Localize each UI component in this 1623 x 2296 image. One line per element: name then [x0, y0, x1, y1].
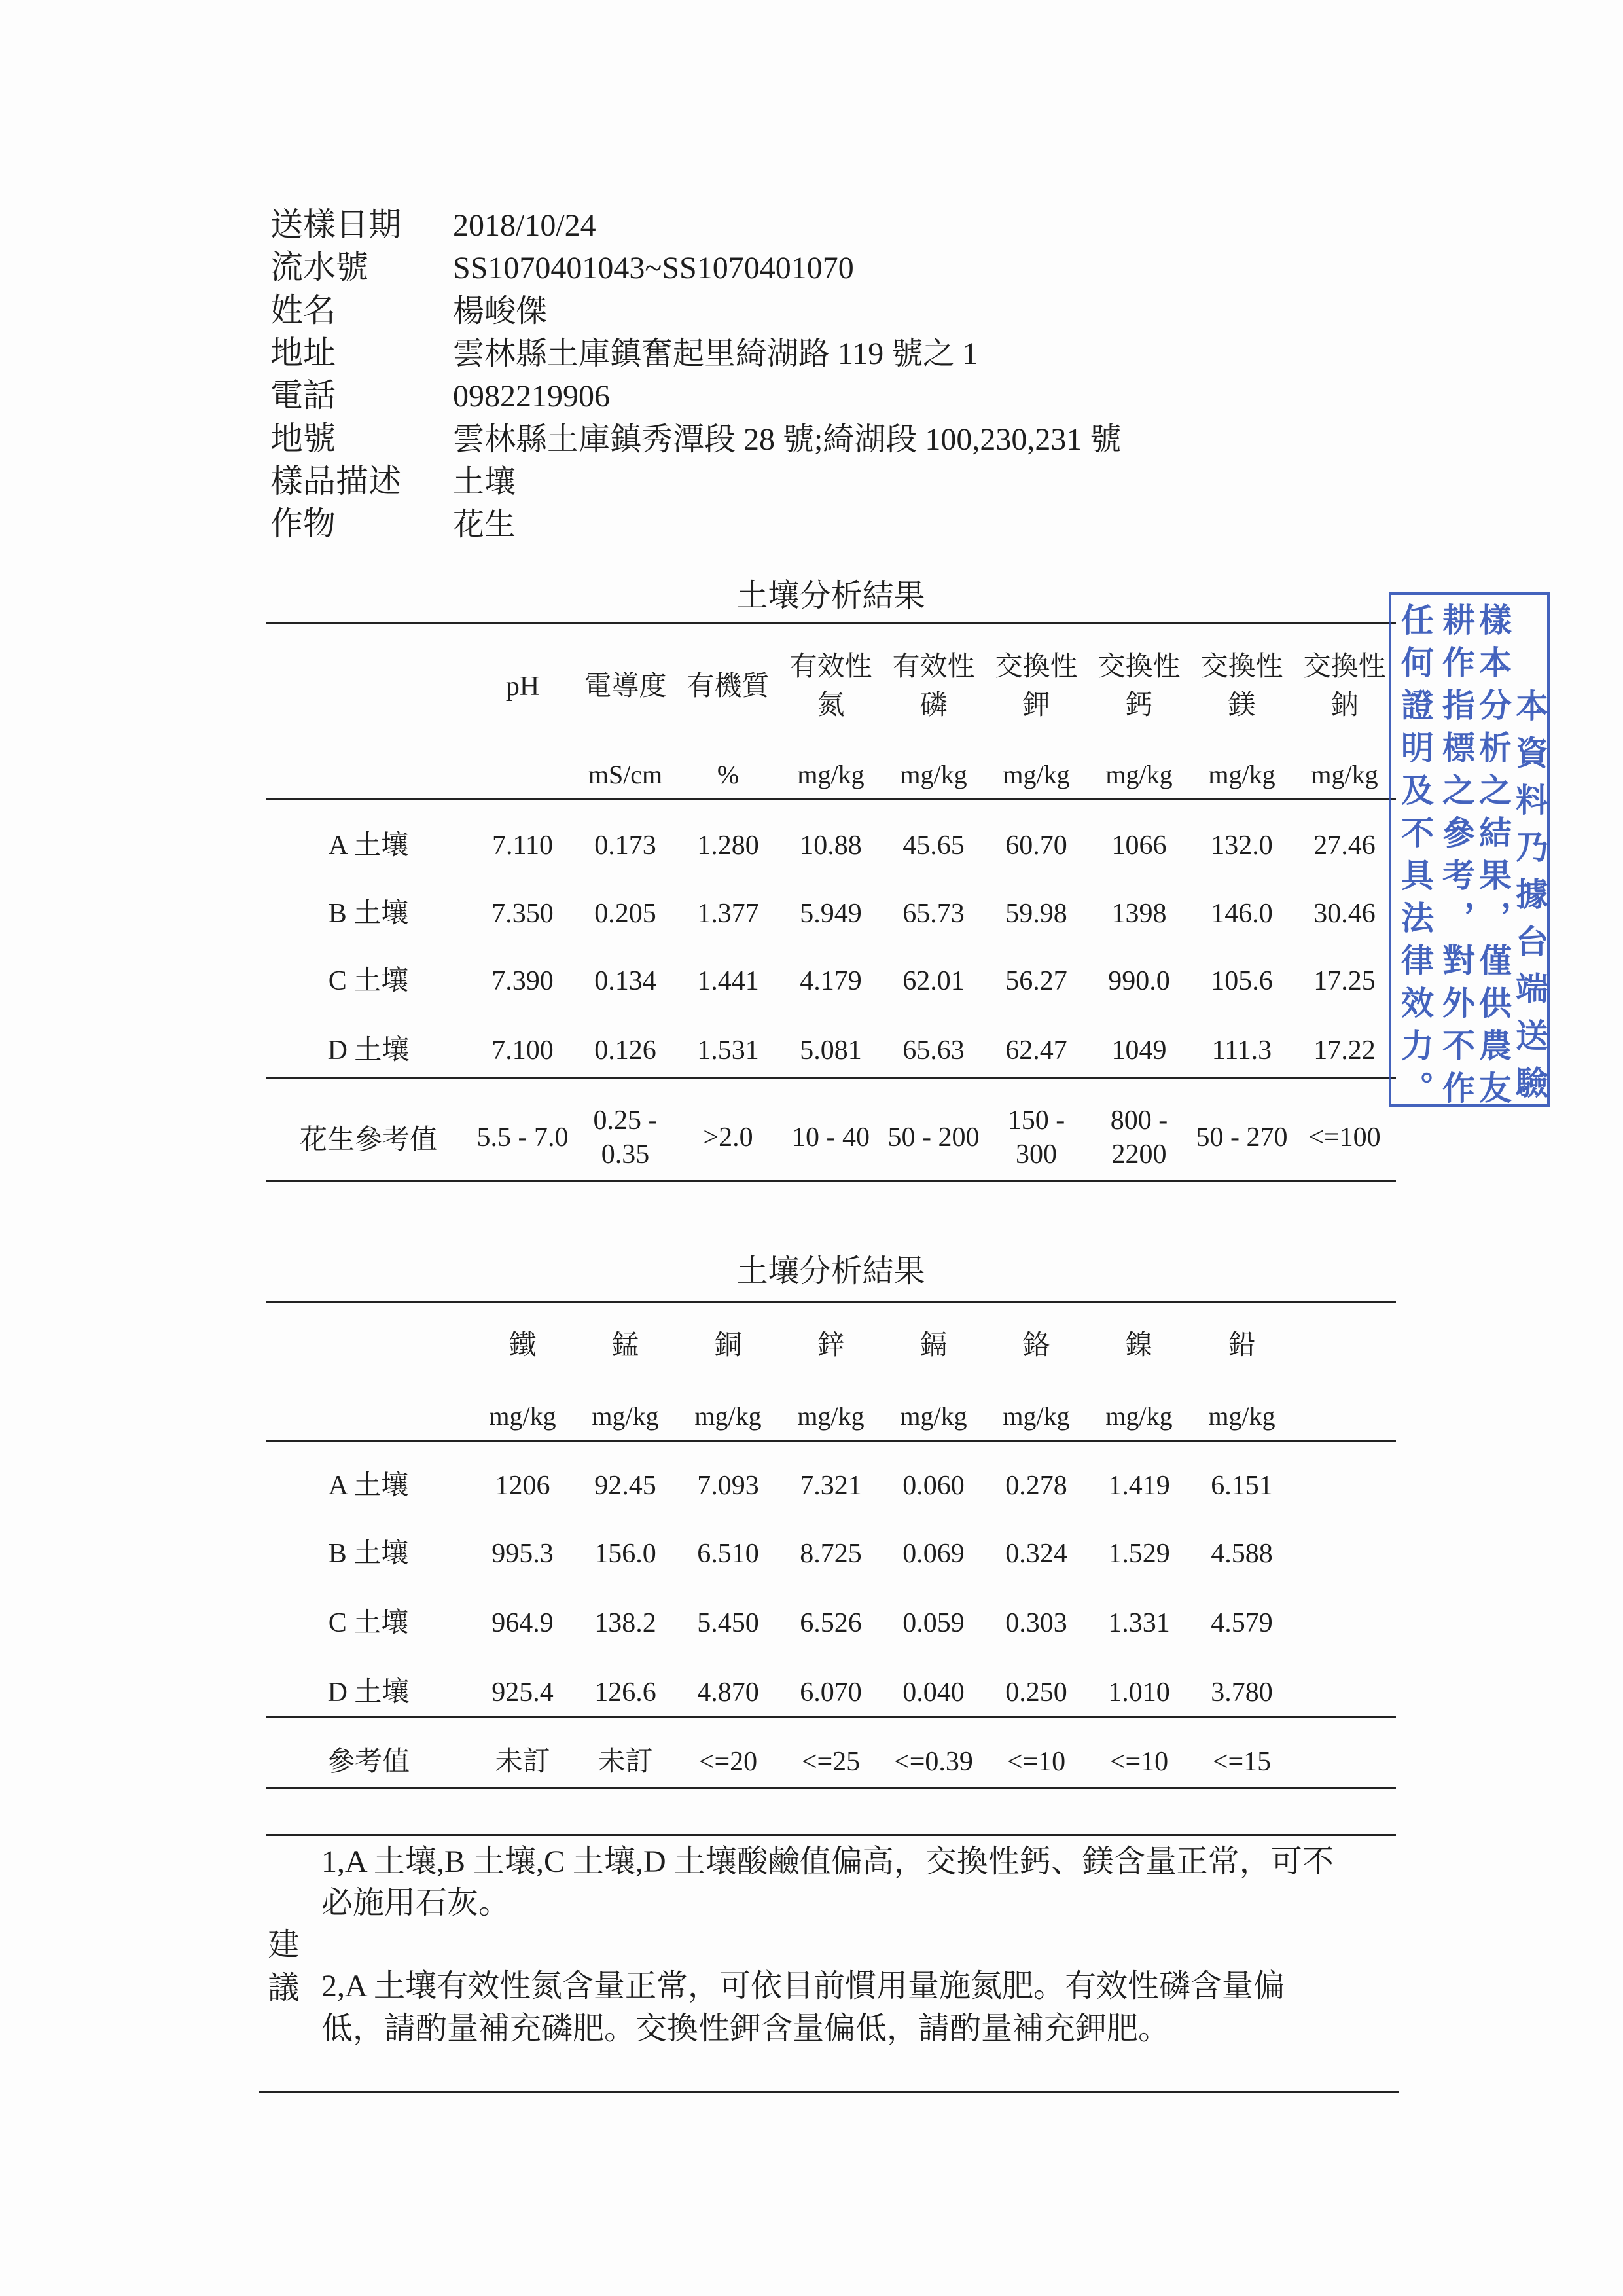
reference-cell: [574, 1103, 677, 1172]
table-row: [266, 1604, 1396, 1643]
value-cell: 10.88: [800, 831, 862, 861]
value-cell: 62.01: [902, 966, 965, 996]
column-header-available-n: [779, 648, 882, 725]
table1-top-rule: [266, 622, 1396, 624]
info-label: 地號: [270, 420, 336, 457]
row-label: C 土壤: [328, 966, 409, 996]
column-header-manganese: 錳: [611, 1331, 639, 1361]
header-line: 交換性: [995, 652, 1078, 682]
unit-cell: mS/cm: [588, 760, 663, 789]
value-cell: 0.303: [1005, 1608, 1067, 1638]
value-cell: 132.0: [1211, 831, 1273, 861]
info-row-phone: [270, 376, 610, 415]
info-value: 楊峻傑: [453, 294, 548, 329]
info-value: 花生: [453, 507, 516, 542]
row-label: D 土壤: [327, 1035, 410, 1066]
reference-line: >2.0: [703, 1122, 753, 1153]
value-cell: 6.526: [800, 1608, 862, 1638]
value-cell: 5.949: [800, 899, 862, 929]
info-label: 送樣日期: [270, 206, 401, 243]
value-cell: 964.9: [491, 1608, 554, 1638]
table1-reference-row: [266, 1103, 1396, 1172]
column-header-copper: 銅: [714, 1331, 742, 1361]
value-cell: 105.6: [1211, 966, 1273, 996]
table-row: [266, 1534, 1396, 1573]
reference-line: 5.5 - 7.0: [476, 1122, 569, 1153]
value-cell: 0.205: [594, 899, 656, 929]
value-cell: 0.278: [1005, 1471, 1067, 1501]
value-cell: 0.126: [594, 1035, 656, 1066]
reference-cell: <=20: [698, 1747, 758, 1777]
column-header-exchangeable-k: [985, 648, 1088, 725]
unit-cell: mg/kg: [1003, 1401, 1070, 1431]
header-line: 有效性: [789, 652, 872, 682]
header-line: 氮: [817, 691, 845, 721]
value-cell: 1.010: [1108, 1677, 1170, 1708]
info-label: 流水號: [270, 249, 368, 285]
reference-cell: [1190, 1121, 1293, 1155]
recommendation-label: 建議: [263, 1928, 298, 2014]
column-header-cadmium: 鎘: [919, 1331, 948, 1361]
value-cell: 0.134: [594, 966, 656, 996]
header-line: 鈉: [1330, 691, 1359, 721]
reference-cell: [677, 1121, 779, 1155]
value-cell: 56.27: [1005, 966, 1067, 996]
reference-label: 花生參考值: [299, 1125, 437, 1155]
unit-cell: mg/kg: [489, 1401, 556, 1431]
unit-cell: mg/kg: [1208, 760, 1275, 789]
table2-reference-rule: [266, 1716, 1396, 1718]
value-cell: 1.377: [697, 899, 759, 929]
column-header-available-p: [882, 648, 985, 725]
value-cell: 1049: [1111, 1035, 1167, 1066]
value-cell: 65.63: [902, 1035, 965, 1066]
value-cell: 7.390: [491, 966, 554, 996]
header-line: 交換性: [1200, 652, 1283, 682]
table1-header-row: [266, 648, 1396, 725]
recommendation-line: 必施用石灰。: [321, 1886, 510, 1920]
header-line: 電導度: [584, 671, 667, 702]
value-cell: 4.588: [1211, 1539, 1273, 1569]
column-header-iron: 鐵: [508, 1331, 537, 1361]
column-header-lead: 鉛: [1228, 1331, 1256, 1361]
row-label: A 土壤: [328, 1471, 409, 1501]
info-label: 樣品描述: [270, 463, 401, 499]
reference-line: <=100: [1308, 1122, 1381, 1153]
unit-cell: mg/kg: [694, 1401, 762, 1431]
value-cell: 92.45: [594, 1471, 656, 1501]
value-cell: 7.093: [697, 1471, 759, 1501]
reference-cell: <=25: [801, 1747, 861, 1777]
value-cell: 7.110: [492, 831, 553, 861]
table2-header-rule: [266, 1440, 1396, 1442]
reference-line: 50 - 270: [1196, 1122, 1288, 1153]
value-cell: 4.870: [697, 1677, 759, 1708]
reference-line: 150 -: [1007, 1105, 1065, 1136]
value-cell: 0.324: [1005, 1539, 1067, 1569]
info-label: 作物: [270, 505, 336, 542]
reference-cell: <=15: [1212, 1747, 1272, 1777]
info-label: 地址: [270, 334, 336, 371]
info-value: 土壤: [453, 465, 516, 499]
column-header-nickel: 鎳: [1125, 1331, 1153, 1361]
header-line: pH: [505, 671, 540, 702]
recommendation-line: 低，請酌量補充磷肥。交換性鉀含量偏低，請酌量補充鉀肥。: [321, 2011, 1170, 2046]
header-line: 有機質: [687, 671, 770, 702]
value-cell: 7.321: [800, 1471, 862, 1501]
table1-units-row: [266, 755, 1396, 795]
reference-line: 10 - 40: [792, 1122, 870, 1153]
value-cell: 0.173: [594, 831, 656, 861]
value-cell: 138.2: [594, 1608, 656, 1638]
info-value: 0982219906: [453, 379, 610, 414]
table-row: [266, 894, 1396, 933]
table1-header-rule: [266, 798, 1396, 800]
reference-line: 0.25 -: [593, 1105, 658, 1136]
recommendation-bottom-rule: [259, 2091, 1399, 2093]
value-cell: 0.250: [1005, 1677, 1067, 1708]
table-row: [266, 1031, 1396, 1070]
info-row-serial: [270, 247, 854, 287]
info-row-crop: [270, 504, 516, 543]
reference-cell: [985, 1103, 1088, 1172]
value-cell: 7.350: [491, 899, 554, 929]
info-value: 雲林縣土庫鎮秀潭段 28 號;綺湖段 100,230,231 號: [453, 422, 1122, 457]
table1-reference-rule: [266, 1077, 1396, 1079]
table2-units-row: [266, 1397, 1396, 1436]
reference-cell: [779, 1121, 882, 1155]
row-label: A 土壤: [328, 831, 409, 861]
header-line: 磷: [919, 691, 948, 721]
info-label: 電話: [270, 377, 336, 414]
value-cell: 4.579: [1211, 1608, 1273, 1638]
unit-cell: %: [717, 760, 740, 789]
value-cell: 1.531: [697, 1035, 759, 1066]
header-line: 鉀: [1022, 691, 1050, 721]
value-cell: 3.780: [1211, 1677, 1273, 1708]
value-cell: 6.070: [800, 1677, 862, 1708]
value-cell: 156.0: [594, 1539, 656, 1569]
info-row-land-number: [270, 419, 1121, 458]
column-header-exchangeable-ca: [1088, 648, 1190, 725]
stamp-text-column: 樣本分析之結果，僅供農友: [1474, 603, 1511, 1113]
value-cell: 5.081: [800, 1035, 862, 1066]
value-cell: 45.65: [902, 831, 965, 861]
header-line: 有效性: [892, 652, 975, 682]
table1-title: 土壤分析結果: [736, 579, 925, 613]
stamp-text-column: 任何證明及不具法律效力。: [1397, 603, 1433, 1113]
value-cell: 0.059: [902, 1608, 965, 1638]
column-header-conductivity: [574, 668, 677, 706]
reference-cell: [1088, 1103, 1190, 1172]
column-header-exchangeable-na: [1293, 648, 1396, 725]
value-cell: 59.98: [1005, 899, 1067, 929]
info-value: 2018/10/24: [453, 208, 596, 243]
value-cell: 1.280: [697, 831, 759, 861]
reference-cell: <=10: [1007, 1747, 1066, 1777]
reference-cell: <=0.39: [894, 1747, 973, 1777]
value-cell: 990.0: [1108, 966, 1170, 996]
value-cell: 111.3: [1211, 1035, 1272, 1066]
header-line: 鈣: [1125, 691, 1153, 721]
table2-header-row: [266, 1326, 1396, 1365]
info-label: 姓名: [270, 292, 336, 329]
column-header-chromium: 鉻: [1022, 1331, 1050, 1361]
table-row: [266, 1673, 1396, 1712]
table-row: [266, 961, 1396, 1001]
column-header-ph: [471, 668, 574, 706]
table2-bottom-rule: [266, 1787, 1396, 1789]
value-cell: 60.70: [1005, 831, 1067, 861]
row-label: B 土壤: [328, 1539, 409, 1569]
unit-cell: mg/kg: [797, 760, 865, 789]
recommendation-line: 2,A 土壤有效性氮含量正常，可依目前慣用量施氮肥。有效性磷含量偏: [321, 1969, 1285, 2003]
unit-cell: mg/kg: [1311, 760, 1378, 789]
value-cell: 62.47: [1005, 1035, 1067, 1066]
unit-cell: mg/kg: [900, 1401, 967, 1431]
header-line: 鎂: [1228, 691, 1256, 721]
value-cell: 0.040: [902, 1677, 965, 1708]
column-header-organic-matter: [677, 668, 779, 706]
value-cell: 925.4: [491, 1677, 554, 1708]
value-cell: 4.179: [800, 966, 862, 996]
value-cell: 1066: [1111, 831, 1167, 861]
reference-line: 0.35: [601, 1139, 650, 1170]
info-row-address: [270, 333, 978, 372]
unit-cell: mg/kg: [1105, 760, 1173, 789]
reference-line: 2200: [1111, 1139, 1167, 1170]
row-label: D 土壤: [327, 1677, 410, 1708]
unit-cell: mg/kg: [1003, 760, 1070, 789]
header-line: 交換性: [1097, 652, 1181, 682]
value-cell: 30.46: [1313, 899, 1376, 929]
reference-cell: [471, 1121, 574, 1155]
info-value: 雲林縣土庫鎮奮起里綺湖路 119 號之 1: [453, 336, 978, 371]
recommendation-line: 1,A 土壤,B 土壤,C 土壤,D 土壤酸鹼值偏高，交換性鈣、鎂含量正常，可不: [321, 1844, 1334, 1879]
value-cell: 1.419: [1108, 1471, 1170, 1501]
value-cell: 65.73: [902, 899, 965, 929]
table2-top-rule: [266, 1301, 1396, 1303]
value-cell: 27.46: [1313, 831, 1376, 861]
reference-line: 300: [1016, 1139, 1057, 1170]
table2-reference-row: [266, 1742, 1396, 1782]
reference-line: 800 -: [1110, 1105, 1168, 1136]
table-row: [266, 1466, 1396, 1505]
value-cell: 995.3: [491, 1539, 554, 1569]
reference-line: 50 - 200: [887, 1122, 980, 1153]
header-line: 交換性: [1303, 652, 1386, 682]
reference-cell: <=10: [1109, 1747, 1169, 1777]
value-cell: 1.529: [1108, 1539, 1170, 1569]
unit-cell: mg/kg: [1208, 1401, 1275, 1431]
table1-bottom-rule: [266, 1180, 1396, 1182]
value-cell: 6.151: [1211, 1471, 1273, 1501]
row-label: B 土壤: [328, 899, 409, 929]
unit-cell: mg/kg: [592, 1401, 659, 1431]
value-cell: 1206: [495, 1471, 550, 1501]
info-row-name: [270, 291, 547, 330]
value-cell: 8.725: [800, 1539, 862, 1569]
info-row-sample-description: [270, 461, 516, 501]
reference-cell: 未訂: [597, 1747, 653, 1777]
stamp-text-column: 耕作指標之參考，對外不作: [1438, 603, 1474, 1113]
column-header-zinc: 鋅: [817, 1331, 845, 1361]
value-cell: 1.331: [1108, 1608, 1170, 1638]
value-cell: 17.25: [1313, 966, 1376, 996]
reference-label: 參考值: [327, 1747, 410, 1777]
column-header-exchangeable-mg: [1190, 648, 1293, 725]
disclaimer-stamp: [1389, 592, 1550, 1113]
value-cell: 0.060: [902, 1471, 965, 1501]
value-cell: 1.441: [697, 966, 759, 996]
unit-cell: mg/kg: [900, 760, 967, 789]
unit-cell: mg/kg: [797, 1401, 865, 1431]
value-cell: 126.6: [594, 1677, 656, 1708]
value-cell: 0.069: [902, 1539, 965, 1569]
value-cell: 17.22: [1313, 1035, 1376, 1066]
reference-cell: [882, 1121, 985, 1155]
unit-cell: mg/kg: [1105, 1401, 1173, 1431]
stamp-text-column: 本資料乃據台端送驗: [1511, 689, 1548, 1113]
recommendation-top-rule: [266, 1834, 1396, 1836]
info-value: SS1070401043~SS1070401070: [453, 251, 854, 285]
value-cell: 146.0: [1211, 899, 1273, 929]
table2-title: 土壤分析結果: [736, 1254, 925, 1289]
table-row: [266, 826, 1396, 865]
value-cell: 7.100: [491, 1035, 554, 1066]
value-cell: 6.510: [697, 1539, 759, 1569]
reference-cell: 未訂: [495, 1747, 550, 1777]
value-cell: 1398: [1111, 899, 1167, 929]
value-cell: 5.450: [697, 1608, 759, 1638]
row-label: C 土壤: [328, 1608, 409, 1638]
info-row-date: [270, 205, 596, 244]
reference-cell: [1293, 1121, 1396, 1155]
